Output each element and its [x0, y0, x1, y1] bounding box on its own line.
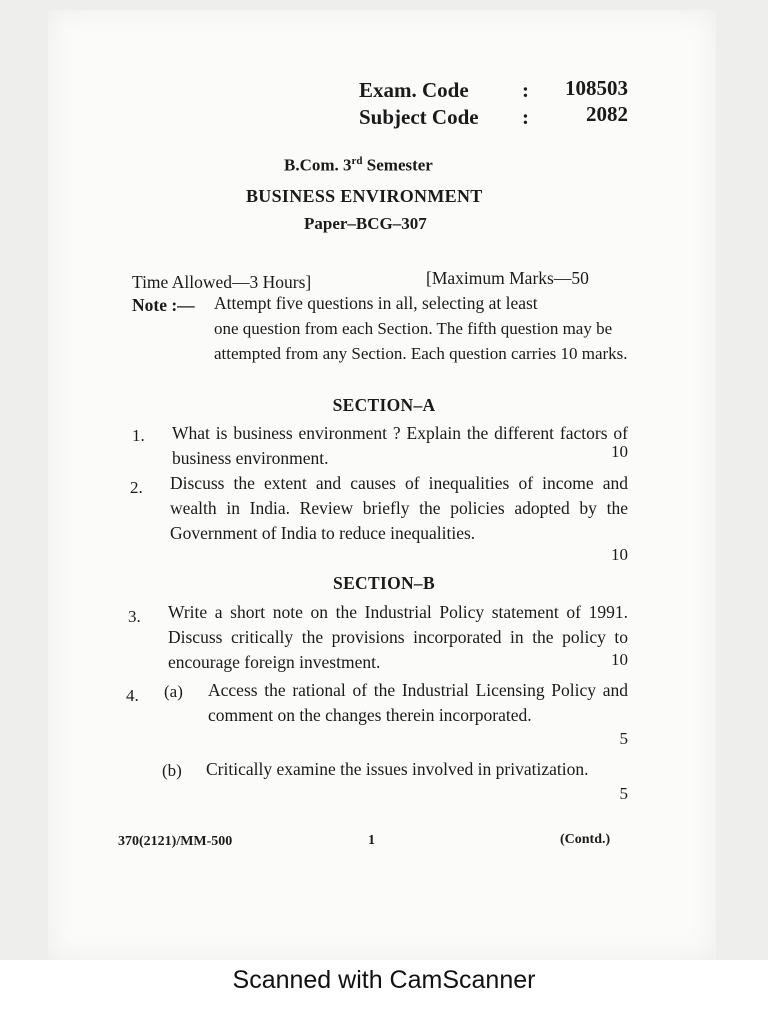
course-semester [284, 155, 433, 176]
question-4b-marks: 5 [619, 784, 628, 803]
time-allowed: Time Allowed—3 Hours] [132, 272, 312, 292]
maximum-marks: [Maximum Marks—50 [426, 268, 589, 288]
question-4b-label: (b) [162, 761, 182, 780]
subject-code-value: 2082 [586, 102, 628, 126]
question-3-number: 3. [128, 607, 141, 626]
question-4-number: 4. [126, 686, 139, 705]
note-first-line: Attempt five questions in all, selecting at least [214, 293, 538, 313]
question-4a-text: Access the rational of the Industrial Licensing Policy and comment on the changes therein incorporated. [208, 680, 628, 725]
question-1-text: What is business environment ? Explain the different factors of business environment. [172, 423, 628, 468]
question-2-number: 2. [130, 478, 143, 497]
section-a-heading: SECTION–A [332, 395, 436, 415]
course-semester-word: Semester [362, 155, 433, 175]
page-number: 1 [368, 833, 375, 848]
paper-reference-code: 370(2121)/MM-500 [118, 834, 233, 849]
subject-code-colon: : [522, 105, 529, 129]
question-1-number: 1. [132, 426, 145, 445]
question-3-text: Write a short note on the Industrial Policy statement of 1991. Discuss critically the provisions incorporated in the policy to encourage foreign investment. [168, 602, 628, 672]
continued-marker: (Contd.) [560, 832, 611, 847]
question-4a-label: (a) [164, 682, 183, 701]
question-4b-text: Critically examine the issues involved in privatization. [206, 759, 589, 779]
note-text: one question from each Section. The fifth question may be attempted from any Section. Each question carries 10 marks. [214, 319, 628, 363]
exam-code-label: Exam. Code [359, 78, 469, 102]
question-2-text: Discuss the extent and causes of inequalities of income and wealth in India. Review briefly the policies adopted by the Government of India to reduce inequalities. [170, 473, 628, 543]
camscanner-watermark: Scanned with CamScanner [232, 966, 536, 994]
course-name: B.Com. 3 [284, 155, 352, 175]
question-2-marks: 10 [611, 545, 628, 564]
question-3-marks: 10 [611, 650, 628, 669]
course-ordinal: rd [351, 155, 363, 167]
question-1-marks: 10 [611, 442, 628, 461]
paper-code: Paper–BCG–307 [304, 214, 427, 233]
subject-title: BUSINESS ENVIRONMENT [246, 186, 483, 206]
exam-code-colon: : [522, 78, 529, 102]
subject-code-label: Subject Code [359, 105, 479, 129]
exam-paper-page [48, 10, 716, 960]
section-b-heading: SECTION–B [333, 573, 435, 593]
question-4a-marks: 5 [619, 729, 628, 748]
note-label: Note :— [132, 295, 195, 315]
exam-code-value: 108503 [565, 76, 628, 100]
